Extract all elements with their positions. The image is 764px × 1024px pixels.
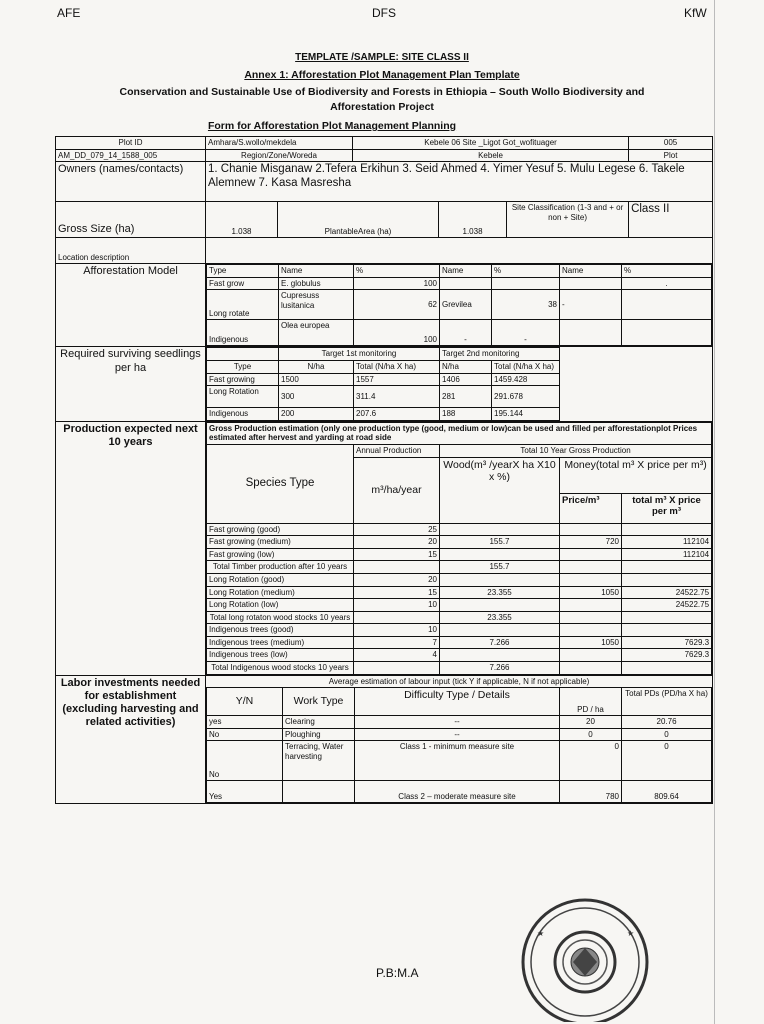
production-annual: 4 xyxy=(354,649,440,662)
production-wood: 23.355 xyxy=(440,586,560,599)
aff-name: Cupresuss lusitanica xyxy=(279,290,354,320)
production-species: Long Rotation (low) xyxy=(207,599,354,612)
aff-name xyxy=(560,320,622,346)
production-total: 24522.75 xyxy=(622,599,712,612)
production-wood: 155.7 xyxy=(440,536,560,549)
labor-total: 0 xyxy=(622,741,712,781)
seedlings-spacer xyxy=(560,348,712,361)
owners-value: 1. Chanie Misganaw 2.Tefera Erkihun 3. Seid Ahmed 4. Yimer Yesuf 5. Mulu Legese 6. Takele Alemnew 7. Kasa Masresha xyxy=(206,162,713,202)
aff-name: - xyxy=(440,320,492,346)
production-row xyxy=(207,536,712,549)
seed-total: 1557 xyxy=(354,373,440,386)
aff-percent: 62 xyxy=(354,290,440,320)
aff-name: Olea europea xyxy=(279,320,354,346)
production-annual: 7 xyxy=(354,636,440,649)
aff-percent: - xyxy=(492,320,560,346)
production-row xyxy=(207,624,712,637)
production-species: Total Indigenous wood stocks 10 years xyxy=(207,662,354,675)
total-price-label: total m³ X price per m³ xyxy=(622,493,712,523)
afforestation-model-label: Afforestation Model xyxy=(56,264,206,347)
location-label: Location description xyxy=(56,238,206,264)
estimation-note: Gross Production estimation (only one production type (good, medium or low)can be used and filled per afforestationplot Prices estimated after hervest and yarding at road side xyxy=(207,422,712,444)
annex-title: Annex 1: Afforestation Plot Management Plan Template xyxy=(244,69,520,81)
wood-label: Wood(m³ /yearX ha X10 x %) xyxy=(440,457,560,523)
production-wood xyxy=(440,649,560,662)
seed-header: N/ha xyxy=(279,360,354,373)
production-label: Production expected next 10 years xyxy=(56,421,206,675)
corner-center: DFS xyxy=(372,6,396,20)
production-price xyxy=(560,523,622,536)
production-row xyxy=(207,523,712,536)
aff-type: Indigenous xyxy=(207,320,279,346)
aff-name: E. globulus xyxy=(279,277,354,290)
seedlings-table xyxy=(206,347,712,420)
production-row xyxy=(207,599,712,612)
yn-header: Y/N xyxy=(207,688,283,716)
plot-id-value: AM_DD_079_14_1588_005 xyxy=(56,149,206,162)
production-price xyxy=(560,573,622,586)
production-total: 7629.3 xyxy=(622,649,712,662)
gross-size-label: Gross Size (ha) xyxy=(56,202,206,238)
labor-pd: 0 xyxy=(560,728,622,741)
labor-yn: yes xyxy=(207,716,283,729)
production-row xyxy=(207,636,712,649)
aff-name: Grevilea xyxy=(440,290,492,320)
corner-right: KfW xyxy=(684,6,707,20)
labor-yn: No xyxy=(207,741,283,781)
production-species: Long Rotation (medium) xyxy=(207,586,354,599)
production-annual: 20 xyxy=(354,573,440,586)
region-label: Region/Zone/Woreda xyxy=(206,149,353,162)
labor-difficulty: -- xyxy=(355,716,560,729)
production-price xyxy=(560,611,622,624)
production-annual: 25 xyxy=(354,523,440,536)
production-wood: 7.266 xyxy=(440,662,560,675)
seedlings-spacer xyxy=(560,408,712,421)
production-total: 7629.3 xyxy=(622,636,712,649)
production-row xyxy=(207,561,712,574)
official-stamp-icon xyxy=(507,896,659,1022)
seed-total: 311.4 xyxy=(354,386,440,408)
seed-header: Type xyxy=(207,360,279,373)
labor-difficulty: Class 1 - minimum measure site xyxy=(355,741,560,781)
region-value: Amhara/S.wollo/mekdela xyxy=(206,137,353,150)
species-type-label: Species Type xyxy=(207,444,354,523)
production-price: 1050 xyxy=(560,586,622,599)
seed-total: 1459.428 xyxy=(492,373,560,386)
production-row xyxy=(207,586,712,599)
production-total xyxy=(622,523,712,536)
production-species: Fast growing (good) xyxy=(207,523,354,536)
aff-percent xyxy=(622,320,712,346)
plot-id-label: Plot ID xyxy=(56,137,206,150)
plot-number: 005 xyxy=(629,137,713,150)
work-type-header: Work Type xyxy=(283,688,355,716)
unit-label: m³/ha/year xyxy=(354,457,440,523)
seedlings-spacer xyxy=(560,360,712,373)
total-10yr-label: Total 10 Year Gross Production xyxy=(440,444,712,457)
production-total: 112104 xyxy=(622,536,712,549)
labor-yn: No xyxy=(207,728,283,741)
difficulty-header: Difficulty Type / Details xyxy=(355,688,560,716)
production-price xyxy=(560,624,622,637)
target2-label: Target 2nd monitoring xyxy=(440,348,560,361)
production-wood: 155.7 xyxy=(440,561,560,574)
price-label: Price/m³ xyxy=(560,493,622,523)
labor-total: 809.64 xyxy=(622,781,712,803)
production-price xyxy=(560,649,622,662)
aff-percent xyxy=(492,277,560,290)
seedlings-label: Required surviving seedlings per ha xyxy=(56,347,206,421)
site-class-value: Class II xyxy=(629,202,713,238)
svg-text:★: ★ xyxy=(537,929,545,938)
production-total xyxy=(622,662,712,675)
afforestation-cell xyxy=(206,264,713,347)
production-row xyxy=(207,662,712,675)
aff-percent: . xyxy=(622,277,712,290)
production-annual xyxy=(354,662,440,675)
production-total xyxy=(622,611,712,624)
production-wood xyxy=(440,523,560,536)
production-annual: 15 xyxy=(354,548,440,561)
production-wood xyxy=(440,573,560,586)
aff-percent: 38 xyxy=(492,290,560,320)
production-species: Total long rotaton wood stocks 10 years xyxy=(207,611,354,624)
gross-size-value: 1.038 xyxy=(206,202,278,238)
production-wood xyxy=(440,624,560,637)
seedlings-spacer xyxy=(560,386,712,408)
production-annual xyxy=(354,561,440,574)
production-price xyxy=(560,561,622,574)
corner-left: AFE xyxy=(57,6,81,20)
plantable-area-value: 1.038 xyxy=(439,202,507,238)
production-row xyxy=(207,548,712,561)
svg-text:★: ★ xyxy=(627,929,635,938)
production-total: 112104 xyxy=(622,548,712,561)
kebele-label: Kebele xyxy=(353,149,629,162)
project-title-line2: Afforestation Project xyxy=(330,101,434,113)
money-label: Money(total m³ X price per m³) xyxy=(560,457,712,493)
production-species: Fast growing (low) xyxy=(207,548,354,561)
labor-cell xyxy=(206,675,713,804)
seed-header: Total (N/ha X ha) xyxy=(492,360,560,373)
seed-nha: 300 xyxy=(279,386,354,408)
production-annual: 10 xyxy=(354,624,440,637)
seed-type: Indigenous xyxy=(207,408,279,421)
seed-header: N/ha xyxy=(440,360,492,373)
aff-header: Name xyxy=(440,265,492,278)
labor-pd: 20 xyxy=(560,716,622,729)
seed-type: Fast growing xyxy=(207,373,279,386)
labor-note: Average estimation of labour input (tick Y if applicable, N if not applicable) xyxy=(207,676,712,688)
aff-header: % xyxy=(354,265,440,278)
production-row xyxy=(207,611,712,624)
seed-total: 195.144 xyxy=(492,408,560,421)
scan-edge-line xyxy=(714,0,715,1024)
production-species: Indigenous trees (low) xyxy=(207,649,354,662)
form-title: Form for Afforestation Plot Management Planning xyxy=(207,120,457,132)
seed-nha: 281 xyxy=(440,386,492,408)
seed-type: Long Rotation xyxy=(207,386,279,408)
labor-pd: 780 xyxy=(560,781,622,803)
production-table xyxy=(206,422,712,675)
seedlings-spacer xyxy=(560,373,712,386)
labor-label: Labor investments needed for establishment (excluding harvesting and related activities) xyxy=(56,675,206,804)
labor-difficulty: -- xyxy=(355,728,560,741)
production-row xyxy=(207,649,712,662)
afforestation-table xyxy=(206,264,712,346)
aff-header: % xyxy=(492,265,560,278)
aff-header: Type xyxy=(207,265,279,278)
production-species: Long Rotation (good) xyxy=(207,573,354,586)
aff-header: % xyxy=(622,265,712,278)
labor-work: Clearing xyxy=(283,716,355,729)
labor-yn: Yes xyxy=(207,781,283,803)
labor-table xyxy=(206,676,712,804)
aff-type: Fast grow xyxy=(207,277,279,290)
production-total xyxy=(622,561,712,574)
production-price xyxy=(560,599,622,612)
annual-production-label: Annual Production xyxy=(354,444,440,457)
seedlings-cell xyxy=(206,347,713,421)
total-pd-header: Total PDs (PD/ha X ha) xyxy=(622,688,712,716)
production-wood: 7.266 xyxy=(440,636,560,649)
kebele-value: Kebele 06 Site _Ligot Got_wofituager xyxy=(353,137,629,150)
production-annual: 10 xyxy=(354,599,440,612)
production-annual: 20 xyxy=(354,536,440,549)
footer-initials: P.B:M.A xyxy=(376,966,419,980)
production-total: 24522.75 xyxy=(622,586,712,599)
production-wood xyxy=(440,599,560,612)
aff-percent: 100 xyxy=(354,320,440,346)
production-species: Indigenous trees (medium) xyxy=(207,636,354,649)
location-value xyxy=(206,238,713,264)
seed-total: 207.6 xyxy=(354,408,440,421)
owners-label: Owners (names/contacts) xyxy=(56,162,206,202)
production-annual xyxy=(354,611,440,624)
plot-form xyxy=(55,136,712,804)
aff-header: Name xyxy=(279,265,354,278)
labor-total: 20.76 xyxy=(622,716,712,729)
pd-header: PD / ha xyxy=(560,688,622,716)
production-annual: 15 xyxy=(354,586,440,599)
site-class-label: Site Classification (1-3 and + or non + Site) xyxy=(507,202,629,238)
seed-total: 291.678 xyxy=(492,386,560,408)
plantable-area-label: PlantableArea (ha) xyxy=(278,202,439,238)
aff-percent xyxy=(622,290,712,320)
production-total xyxy=(622,573,712,586)
production-cell xyxy=(206,421,713,675)
seedlings-blank xyxy=(207,348,279,361)
template-title: TEMPLATE /SAMPLE: SITE CLASS II xyxy=(295,52,469,63)
main-table xyxy=(55,136,713,804)
labor-pd: 0 xyxy=(560,741,622,781)
labor-difficulty: Class 2 – moderate measure site xyxy=(355,781,560,803)
production-price: 1050 xyxy=(560,636,622,649)
production-total xyxy=(622,624,712,637)
production-wood xyxy=(440,548,560,561)
labor-work: Terracing, Water harvesting xyxy=(283,741,355,781)
seed-nha: 1406 xyxy=(440,373,492,386)
seed-nha: 200 xyxy=(279,408,354,421)
project-title-line1: Conservation and Sustainable Use of Biodiversity and Forests in Ethiopia – South Wollo Biodiversity and xyxy=(119,86,645,98)
aff-percent: 100 xyxy=(354,277,440,290)
seed-nha: 1500 xyxy=(279,373,354,386)
seed-nha: 188 xyxy=(440,408,492,421)
seed-header: Total (N/ha X ha) xyxy=(354,360,440,373)
production-price xyxy=(560,548,622,561)
aff-name xyxy=(440,277,492,290)
production-species: Indigenous trees (good) xyxy=(207,624,354,637)
plot-label: Plot xyxy=(629,149,713,162)
aff-type: Long rotate xyxy=(207,290,279,320)
production-row xyxy=(207,573,712,586)
target1-label: Target 1st monitoring xyxy=(279,348,440,361)
labor-work: Ploughing xyxy=(283,728,355,741)
labor-total: 0 xyxy=(622,728,712,741)
production-species: Fast growing (medium) xyxy=(207,536,354,549)
aff-name xyxy=(560,277,622,290)
production-rows xyxy=(207,523,712,674)
aff-header: Name xyxy=(560,265,622,278)
labor-work xyxy=(283,781,355,803)
production-price xyxy=(560,662,622,675)
production-wood: 23.355 xyxy=(440,611,560,624)
production-price: 720 xyxy=(560,536,622,549)
production-species: Total Timber production after 10 years xyxy=(207,561,354,574)
aff-name: - xyxy=(560,290,622,320)
